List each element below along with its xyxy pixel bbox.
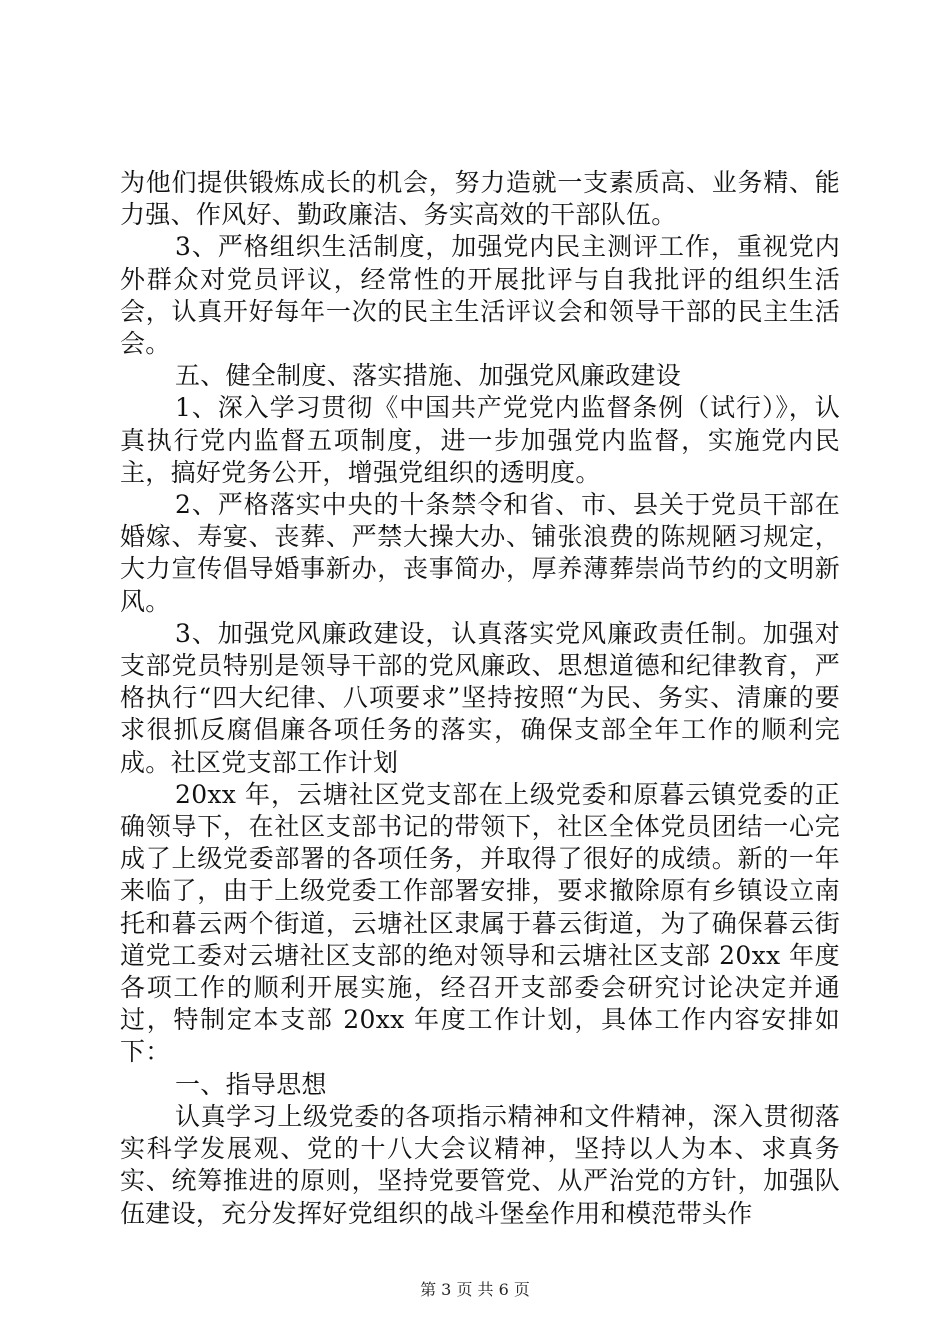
paragraph: 20xx 年，云塘社区党支部在上级党委和原暮云镇党委的正确领导下，在社区支部书记的带领下，社区全体党员团结一心完成了上级党委部署的各项任务，并取得了很好的成绩。新的一年来临了，由于上级党委工作部署安排，要求撤除原有乡镇设立南托和暮云两个街道，云塘社区隶属于暮云街道，为了确保暮云街道党工委对云塘社区支部的绝对领导和云塘社区支部 20xx 年度各项工作的顺利开展实施，经召开支部委会研究讨论决定并通过，特制定本支部 20xx 年度工作计划，具体工作内容安排如下： xyxy=(120,779,840,1067)
paragraph: 为他们提供锻炼成长的机会，努力造就一支素质高、业务精、能力强、作风好、勤政廉洁、务实高效的干部队伍。 xyxy=(120,168,840,230)
paragraph: 1、深入学习贯彻《中国共产党党内监督条例（试行）》，认真执行党内监督五项制度，进一步加强党内监督，实施党内民主，搞好党务公开，增强党组织的透明度。 xyxy=(120,393,840,487)
section-heading: 一、指导思想 xyxy=(175,1069,327,1099)
page-number-footer: 第 3 页 共 6 页 xyxy=(420,1280,530,1299)
paragraph: 3、严格组织生活制度，加强党内民主测评工作，重视党内外群众对党员评议，经常性的开展批评与自我批评的组织生活会，认真开好每年一次的民主生活评议会和领导干部的民主生活会。 xyxy=(120,232,840,359)
paragraph: 2、严格落实中央的十条禁令和省、市、县关于党员干部在婚嫁、寿宴、丧葬、严禁大操大办、铺张浪费的陈规陋习规定，大力宣传倡导婚事新办，丧事简办，厚养薄葬崇尚节约的文明新风。 xyxy=(120,490,840,616)
section-heading: 五、健全制度、落实措施、加强党风廉政建设 xyxy=(175,361,682,391)
paragraph: 认真学习上级党委的各项指示精神和文件精神，深入贯彻落实科学发展观、党的十八大会议精神，坚持以人为本、求真务实、统筹推进的原则，坚持党要管党、从严治党的方针，加强队伍建设，充分发挥好党组织的战斗堡垒作用和模范带头作 xyxy=(120,1101,840,1228)
paragraph: 3、加强党风廉政建设，认真落实党风廉政责任制。加强对支部党员特别是领导干部的党风廉政、思想道德和纪律教育，严格执行“四大纪律、八项要求”坚持按照“为民、务实、清廉的要求很抓反腐倡廉各项任务的落实，确保支部全年工作的顺利完成。社区党支部工作计划 xyxy=(120,618,840,777)
document-body xyxy=(120,167,840,1230)
